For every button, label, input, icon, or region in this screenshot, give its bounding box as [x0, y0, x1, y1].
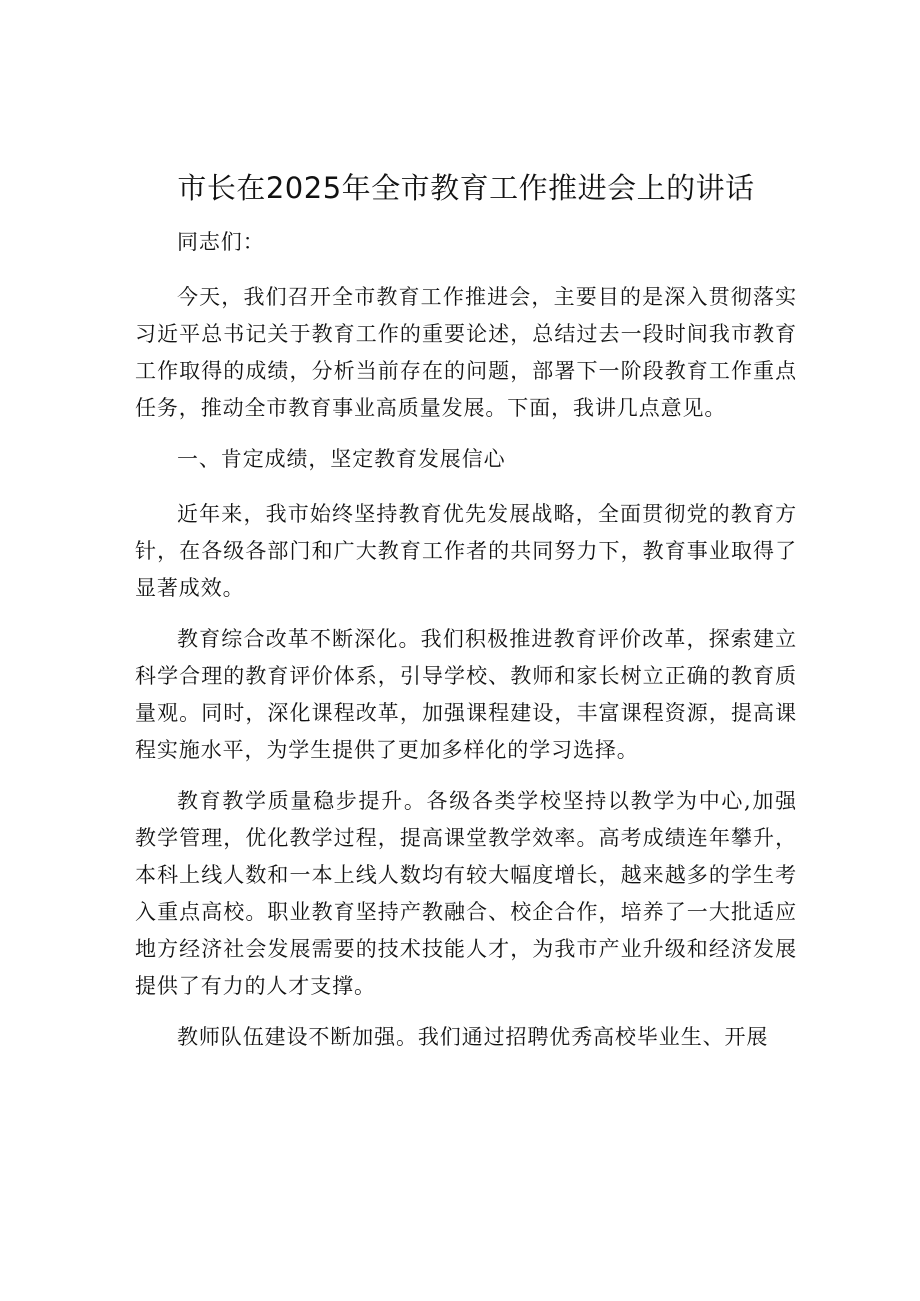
- reform-paragraph: 教育综合改革不断深化。我们积极推进教育评价改革，探索建立科学合理的教育评价体系，引导学校、教师和家长树立正确的教育质量观。同时，深化课程改革，加强课程建设，丰富课程资源，提高课程实施水平，为学生提供了更加多样化的学习选择。: [135, 627, 797, 762]
- salutation: 同志们：: [177, 230, 265, 254]
- quality-paragraph: 教育教学质量稳步提升。各级各类学校坚持以教学为中心,加强教学管理，优化教学过程，提高课堂教学效率。高考成绩连年攀升，本科上线人数和一本上线人数均有较大幅度增长，越来越多的学生考入重点高校。职业教育坚持产教融合、校企合作，培养了一大批适应地方经济社会发展需要的技术技能人才，为我市产业升级和经济发展提供了有力的人才支撑。: [135, 789, 797, 998]
- section-heading-1: 一、肯定成绩，坚定教育发展信心: [177, 447, 506, 471]
- document-title: 市长在2025年全市教育工作推进会上的讲话: [177, 171, 755, 205]
- achievements-paragraph: 近年来，我市始终坚持教育优先发展战略，全面贯彻党的教育方针，在各级各部门和广大教育工作者的共同努力下，教育事业取得了显著成效。: [135, 502, 797, 600]
- intro-paragraph: 今天，我们召开全市教育工作推进会，主要目的是深入贯彻落实习近平总书记关于教育工作的重要论述，总结过去一段时间我市教育工作取得的成绩，分析当前存在的问题，部署下一阶段教育工作重点任务，推动全市教育事业高质量发展。下面，我讲几点意见。: [135, 285, 797, 420]
- speech-document: [135, 162, 797, 1070]
- teachers-paragraph: 教师队伍建设不断加强。我们通过招聘优秀高校毕业生、开展: [177, 1025, 769, 1049]
